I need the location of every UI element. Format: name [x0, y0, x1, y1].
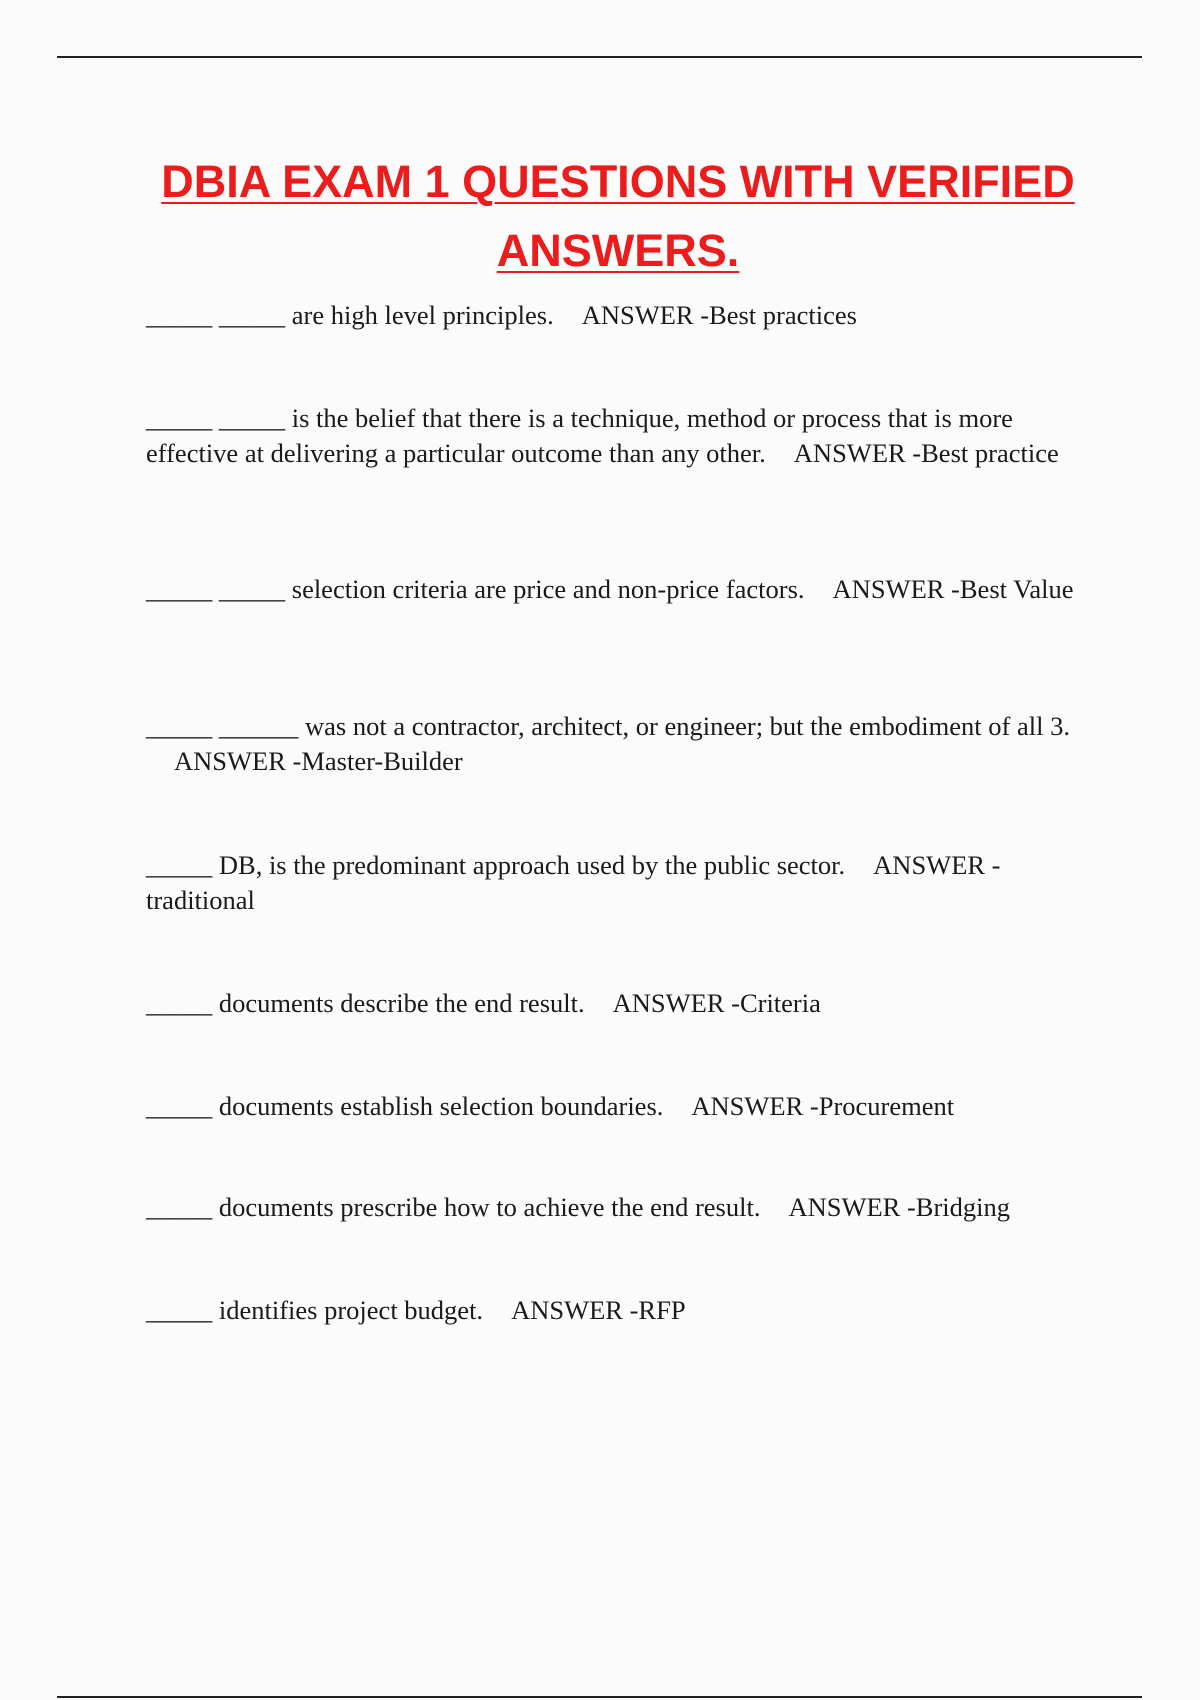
document-title: [110, 147, 1126, 285]
header-rule: [57, 56, 1142, 58]
question-text: _____ documents describe the end result.: [146, 988, 585, 1018]
answer-text: ANSWER -RFP: [511, 1295, 686, 1325]
qa-item-4: [146, 709, 1076, 779]
answer-text: ANSWER -Criteria: [612, 988, 821, 1018]
qa-item-3: [146, 572, 1076, 607]
question-text: _____ _____ are high level principles.: [146, 300, 554, 330]
qa-item-7: [146, 1089, 1076, 1124]
answer-text: ANSWER -Master-Builder: [174, 746, 463, 776]
question-text: _____ identifies project budget.: [146, 1295, 484, 1325]
qa-item-9: [146, 1293, 1076, 1328]
question-text: _____ ______ was not a contractor, architect, or engineer; but the embodiment of all 3.: [146, 711, 1070, 741]
question-text: _____ _____ is the belief that there is a technique, method or process that is more effective at delivering a particular outcome than any other.: [146, 403, 1013, 468]
answer-text: ANSWER -Bridging: [788, 1192, 1011, 1222]
answer-text: ANSWER -Best practice: [793, 438, 1059, 468]
answer-text: ANSWER -Procurement: [691, 1091, 955, 1121]
qa-item-1: [146, 298, 1076, 333]
title-line-1: DBIA EXAM 1 QUESTIONS WITH VERIFIED: [161, 156, 1075, 207]
answer-text: ANSWER -traditional: [146, 850, 1001, 915]
qa-item-6: [146, 986, 1076, 1021]
answer-text: ANSWER -Best Value: [832, 574, 1074, 604]
question-text: _____ documents prescribe how to achieve the end result.: [146, 1192, 761, 1222]
question-text: _____ _____ selection criteria are price and non-price factors.: [146, 574, 805, 604]
qa-item-5: [146, 848, 1076, 918]
qa-item-8: [146, 1190, 1076, 1225]
footer-rule: [57, 1696, 1142, 1698]
title-line-2: ANSWERS.: [496, 225, 740, 276]
question-text: _____ DB, is the predominant approach used by the public sector.: [146, 850, 846, 880]
qa-item-2: [146, 401, 1076, 471]
answer-text: ANSWER -Best practices: [581, 300, 857, 330]
question-text: _____ documents establish selection boundaries.: [146, 1091, 664, 1121]
